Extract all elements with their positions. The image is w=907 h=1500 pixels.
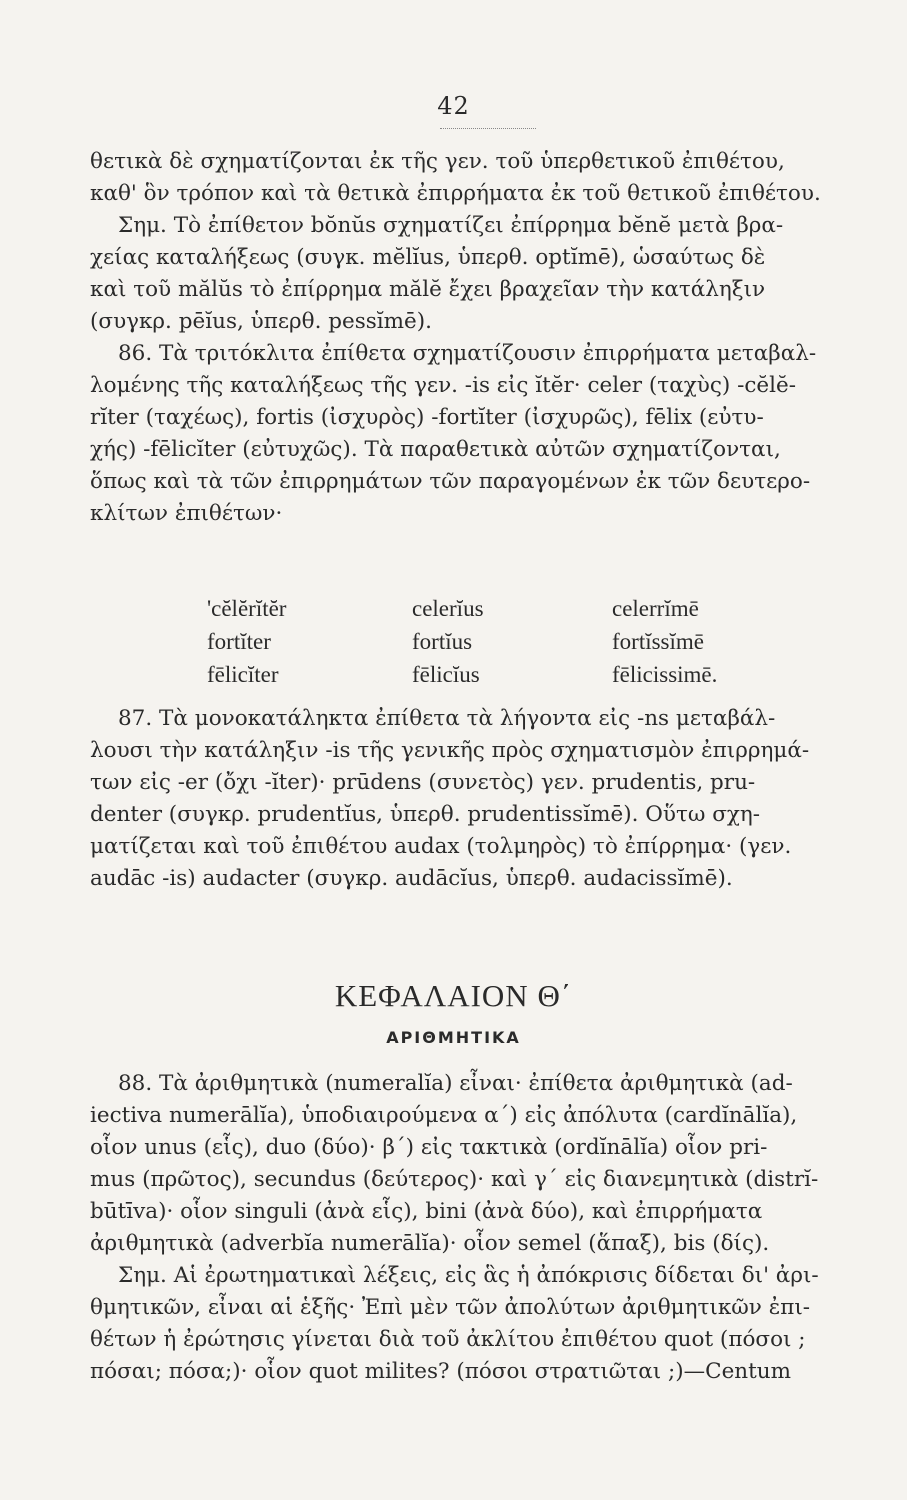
text-line: ἀριθμητικὰ (adverbĭa numerālĭa)· οἷον semel (ἅπαξ), bis (δίς). (90, 1231, 770, 1256)
text-line: 86. Τὰ τριτόκλιτα ἐπίθετα σχηματίζουσιν ἐπιρρήματα μεταβαλ- (118, 341, 817, 366)
text-line: būtīva)· οἷον singuli (ἀνὰ εἷς), bini (ἀνὰ δύο), καὶ ἐπιρρήματα (90, 1199, 763, 1224)
table-row (207, 658, 807, 691)
text-line: mus (πρῶτος), secundus (δεύτερος)· καὶ γ΄ εἰς διανεμητικὰ (distrĭ- (90, 1167, 819, 1192)
text-line: Σημ. Τὸ ἐπίθετον bŏnŭs σχηματίζει ἐπίρρημα bĕnĕ μετὰ βρα- (118, 213, 784, 238)
page-number: 42 (437, 92, 470, 120)
text-line: 88. Τὰ ἀριθμητικὰ (numeralĭa) εἶναι· ἐπίθετα ἀριθμητικὰ (ad- (118, 1071, 793, 1096)
text-line: καθ' ὃν τρόπον καὶ τὰ θετικὰ ἐπιρρήματα ἐκ τοῦ θετικοῦ ἐπιθέτου. (90, 181, 821, 206)
text-line: ὅπως καὶ τὰ τῶν ἐπιρρημάτων τῶν παραγομένων ἐκ τῶν δευτερο- (90, 469, 811, 494)
text-block-1 (90, 146, 870, 530)
table-cell: 'cĕlĕrĭtĕr (207, 596, 287, 621)
text-line: λουσι τὴν κατάληξιν -is τῆς γενικῆς πρὸς σχηματισμὸν ἐπιρρημά- (90, 738, 810, 763)
text-line: 87. Τὰ μονοκατάληκτα ἐπίθετα τὰ λήγοντα εἰς -ns μεταβάλ- (118, 706, 776, 731)
text-line: πόσαι; πόσα;)· οἷον quot milites? (πόσοι στρατιῶται ;)—Centum (90, 1359, 792, 1384)
text-line: χείας καταλήξεως (συγκ. mĕlĭus, ὑπερθ. optĭmē), ὡσαύτως δὲ (90, 245, 766, 270)
table-cell: fortĭter (207, 629, 271, 654)
adverb-table (207, 592, 807, 691)
text-line: audāc -is) audacter (συγκρ. audācĭus, ὑπερθ. audacissĭmē). (90, 866, 733, 891)
table-cell: fēlicĭter (207, 662, 279, 687)
section-title: ΑΡΙΘΜΗΤΙΚΑ (386, 1028, 521, 1047)
table-cell: fortĭssĭmē (612, 629, 704, 654)
text-line: θμητικῶν, εἶναι αἱ ἑξῆς· Ἐπὶ μὲν τῶν ἀπολύτων ἀριθμητικῶν ἐπι- (90, 1295, 811, 1320)
text-block-3 (90, 1068, 870, 1388)
table-row (207, 592, 807, 625)
text-line: denter (συγκρ. prudentĭus, ὑπερθ. prudentissĭmē). Οὕτω σχη- (90, 802, 761, 827)
header-rule (440, 128, 536, 129)
text-line: (συγκρ. pēĭus, ὑπερθ. pessĭmē). (90, 309, 432, 334)
text-line: καὶ τοῦ mălŭs τὸ ἐπίρρημα mălĕ ἔχει βραχεῖαν τὴν κατάληξιν (90, 277, 766, 302)
table-row (207, 625, 807, 658)
text-line: των εἰς -er (ὄχι -ĭter)· prūdens (συνετὸς) γεν. prudentis, pru- (90, 770, 756, 795)
text-line: rĭter (ταχέως), fortis (ἰσχυρὸς) -fortĭter (ἰσχυρῶς), fēlix (εὐτυ- (90, 405, 764, 430)
text-line: ματίζεται καὶ τοῦ ἐπιθέτου audax (τολμηρὸς) τὸ ἐπίρρημα· (γεν. (90, 834, 792, 859)
text-line: κλίτων ἐπιθέτων· (90, 501, 283, 526)
text-line: λομένης τῆς καταλήξεως τῆς γεν. -is εἰς ĭtĕr· celer (ταχὺς) -cĕlĕ- (90, 373, 796, 398)
text-line: θετικὰ δὲ σχηματίζονται ἐκ τῆς γεν. τοῦ ὑπερθετικοῦ ἐπιθέτου, (90, 149, 785, 174)
text-line: οἷον unus (εἷς), duo (δύο)· β΄) εἰς τακτικὰ (ordĭnālĭa) οἷον pri- (90, 1135, 768, 1160)
text-block-2 (90, 703, 870, 895)
text-line: Σημ. Αἱ ἐρωτηματικαὶ λέξεις, εἰς ἃς ἡ ἀπόκρισις δίδεται δι' ἀρι- (118, 1263, 819, 1288)
table-cell: fēlicĭus (412, 662, 480, 687)
chapter-title: ΚΕΦΑΛΑΙΟΝ Θ΄ (334, 978, 573, 1013)
table-cell: celerrĭmē (612, 596, 699, 621)
table-cell: celerĭus (412, 596, 484, 621)
table-cell: fēlicissimē. (612, 662, 718, 687)
table-cell: fortĭus (412, 629, 473, 654)
text-line: χής) -fēlicĭter (εὐτυχῶς). Τὰ παραθετικὰ αὐτῶν σχηματίζονται, (90, 437, 781, 462)
text-line: iectiva numerālĭa), ὑποδιαιρούμενα α΄) εἰς ἀπόλυτα (cardĭnālĭa), (90, 1103, 798, 1128)
text-line: θέτων ἡ ἐρώτησις γίνεται διὰ τοῦ ἀκλίτου ἐπιθέτου quot (πόσοι ; (90, 1327, 806, 1352)
